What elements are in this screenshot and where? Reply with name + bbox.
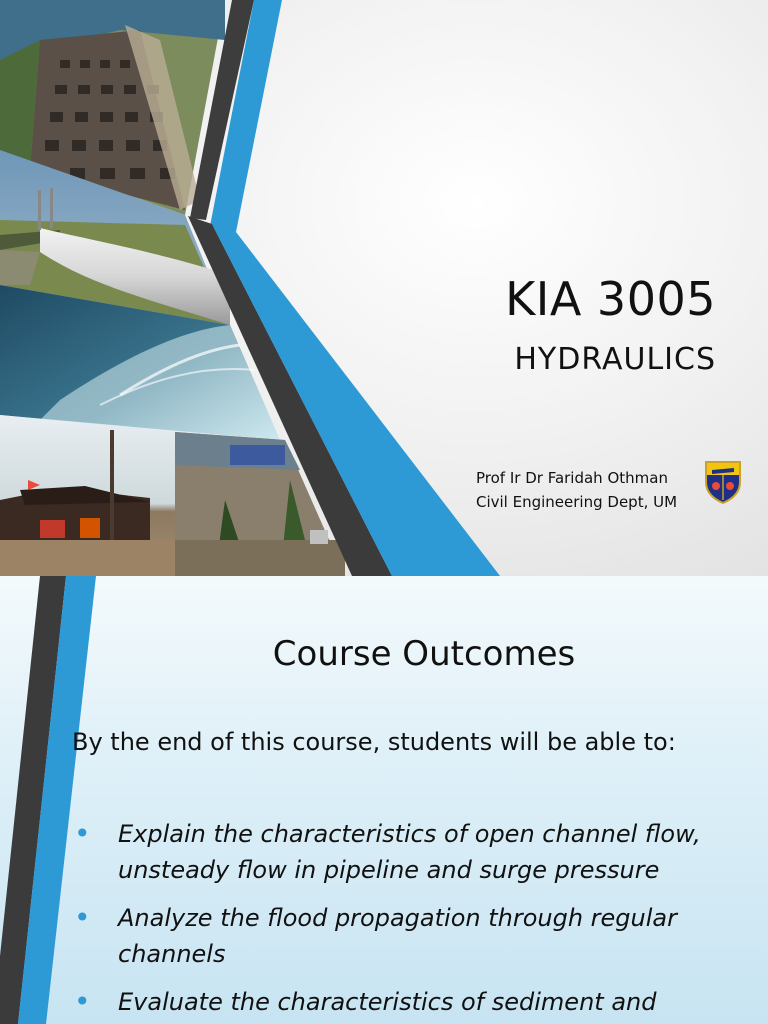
list-item: • Explain the characteristics of open channel flow, unsteady flow in pipeline and surge pressure	[74, 817, 701, 884]
list-item: • Analyze the flood propagation through regular channels	[74, 901, 677, 968]
flood-house-photo	[0, 415, 175, 576]
author-block	[476, 466, 677, 514]
bullet-icon: •	[74, 901, 91, 934]
bullet-icon: •	[74, 985, 91, 1018]
author-name: Prof Ir Dr Faridah Othman	[476, 469, 668, 487]
course-name: HYDRAULICS	[514, 342, 716, 377]
author-dept: Civil Engineering Dept, UM	[476, 493, 678, 511]
intro-text: By the end of this course, students will be able to:	[72, 728, 676, 756]
university-crest-icon	[704, 460, 742, 504]
course-code: KIA 3005	[505, 272, 716, 326]
course-outcomes-slide	[0, 576, 768, 1024]
list-item: • Evaluate the characteristics of sediment and	[74, 985, 657, 1018]
slide-title: Course Outcomes	[272, 634, 576, 674]
outcomes-list	[70, 816, 720, 1024]
bullet-icon: •	[74, 817, 91, 850]
